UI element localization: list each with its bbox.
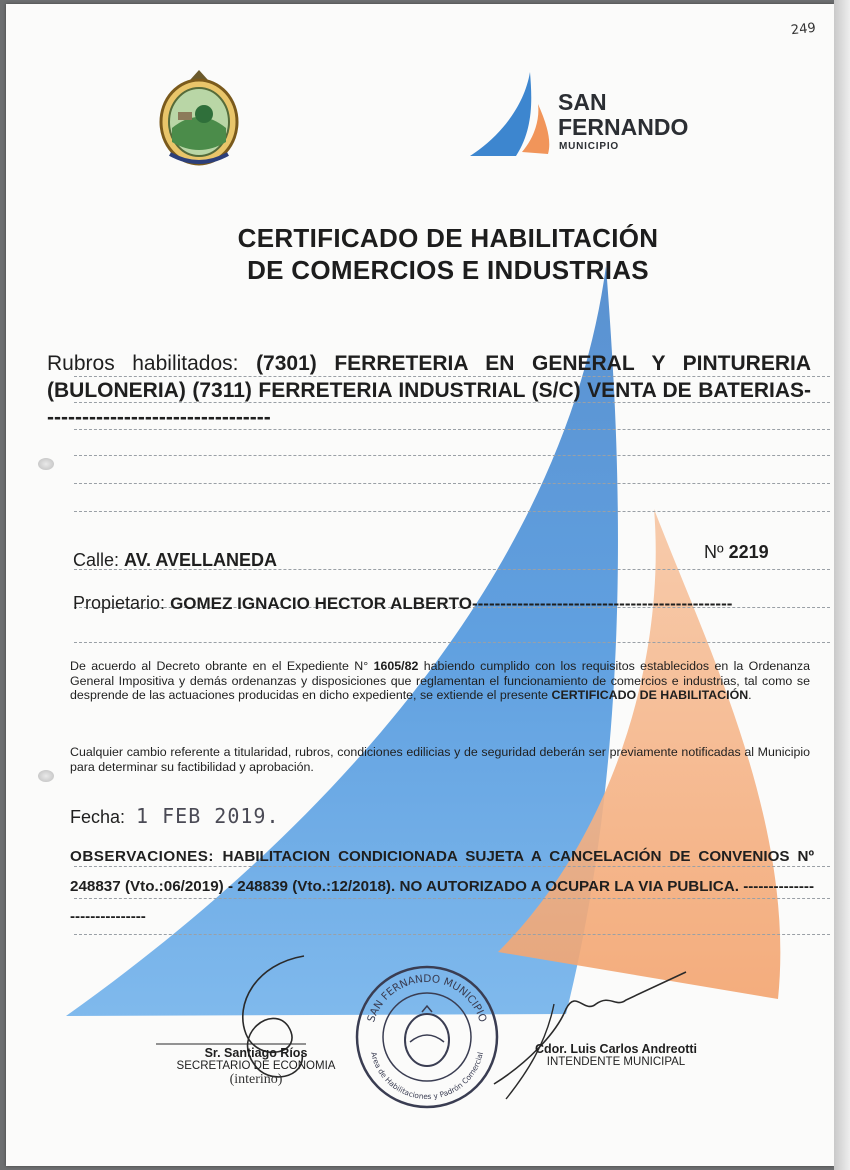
decreto-dot: . <box>748 688 752 702</box>
propietario-value: GOMEZ IGNACIO HECTOR ALBERTO---------------------------------------------- <box>170 594 733 613</box>
numero-label: Nº <box>704 542 729 562</box>
calle-value: AV. AVELLANEDA <box>124 550 278 570</box>
fecha-label: Fecha: <box>70 807 131 827</box>
logo-city: SAN <box>558 89 607 115</box>
logo-city2: FERNANDO <box>558 114 689 140</box>
official-stamp-icon <box>352 962 502 1112</box>
decreto-bold-end: CERTIFICADO DE HABILITACIÓN <box>551 688 749 702</box>
binder-edge <box>834 0 850 1170</box>
right-signature-block <box>506 1042 726 1068</box>
fecha-value: 1 FEB 2019. <box>136 804 280 828</box>
title-line-2: DE COMERCIOS E INDUSTRIAS <box>247 255 649 285</box>
rubros-value: (7301) FERRETERIA EN GENERAL Y PINTURERIA (BULONERIA) (7311) FERRETERIA INDUSTRIAL (S/C) VENTA DE BATERIAS--------------------------------- <box>47 352 811 429</box>
right-signer-name: Cdor. Luis Carlos Andreotti <box>534 1042 698 1056</box>
numero-value: 2219 <box>728 542 769 562</box>
title-line-1: CERTIFICADO DE HABILITACIÓN <box>237 223 659 253</box>
decreto-part1: De acuerdo al Decreto obrante en el Expediente N° <box>70 659 374 673</box>
calle-label: Calle: <box>73 550 125 570</box>
certificate-page <box>6 4 834 1166</box>
decreto-expediente: 1605/82 <box>373 659 419 673</box>
left-signer-name: Sr. Santiago Ríos <box>204 1046 308 1060</box>
right-signer-role: INTENDENTE MUNICIPAL <box>546 1056 686 1068</box>
decreto-part2: habiendo cumplido con los requisitos establecidos en la Ordenanza General Impositiva y demás ordenanzas y disposiciones que reglamentan el funcionamiento de comercios e industrias, tal como se desprende de las actuaciones producidas en dicho expediente, se extiende el presente <box>70 659 810 702</box>
observaciones-label: OBSERVACIONES: <box>70 848 223 865</box>
left-signer-note: (interino) <box>229 1072 283 1087</box>
propietario-label: Propietario: <box>73 593 171 613</box>
logo-sub: MUNICIPIO <box>559 141 619 152</box>
stamp-bottom-text: Area de Habilitaciones y Padrón Comercial <box>369 1051 485 1102</box>
left-signature-block <box>156 1046 356 1088</box>
observaciones-text: HABILITACION CONDICIONADA SUJETA A CANCELACIÓN DE CONVENIOS Nº 248837 (Vto.:06/2019) - 248839 (Vto.:12/2018). NO AUTORIZADO A OCUPAR LA VIA PUBLICA. ----------------------------- <box>70 848 814 925</box>
left-signer-role: SECRETARIO DE ECONOMIA <box>176 1060 336 1072</box>
rubros-label: Rubros habilitados: <box>47 352 257 375</box>
stamp-top-text: SAN FERNANDO MUNICIPIO <box>365 972 489 1024</box>
page-number: 249 <box>790 20 817 39</box>
cambio-paragraph: Cualquier cambio referente a titularidad, rubros, condiciones edilicias y de seguridad deberán ser previamente notificadas al Municipio para determinar su factibilidad y aprobación. <box>70 745 810 774</box>
